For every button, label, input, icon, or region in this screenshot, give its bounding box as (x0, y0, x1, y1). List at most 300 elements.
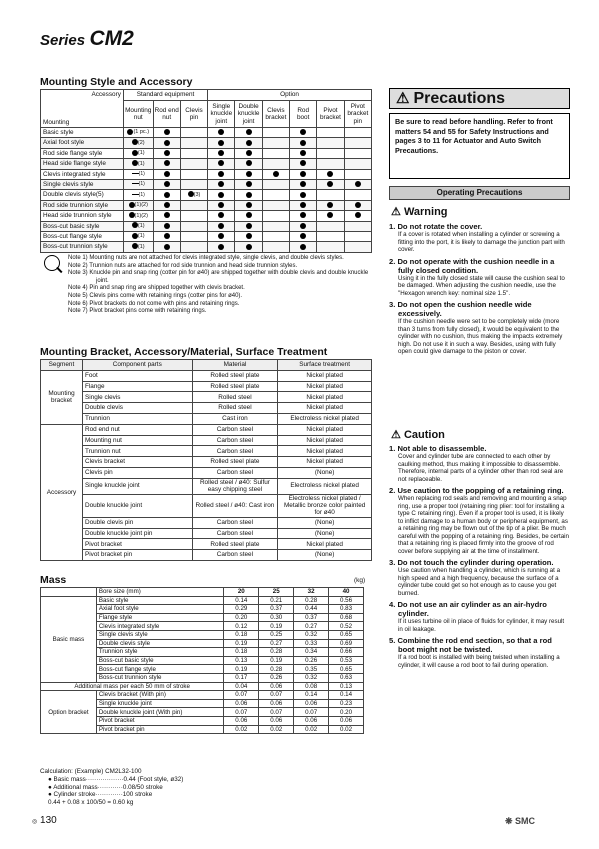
mounting-cell (123, 231, 153, 241)
filled-dot-icon (246, 192, 252, 198)
component-cell: Pivot bracket (82, 539, 192, 550)
material-cell: Carbon steel (192, 424, 278, 435)
precaution-body: If it uses turbine oil in place of fluids for cylinder, it may result in oil leakage. (398, 618, 565, 633)
mounting-notes (60, 255, 370, 316)
column-header: Surface treatment (278, 360, 372, 371)
row-label: Boss-cut basic style (41, 221, 124, 231)
mass-value: 0.14 (224, 596, 259, 605)
row-label: Head side trunnion style (41, 211, 124, 221)
table-row (41, 446, 372, 457)
mounting-cell (262, 200, 289, 210)
corner-cell (41, 90, 124, 128)
column-header: Material (192, 360, 278, 371)
mass-value: 0.27 (294, 622, 329, 631)
column-header: Rod boot (290, 101, 317, 128)
filled-dot-icon (300, 129, 306, 135)
filled-dot-icon (246, 129, 252, 135)
filled-dot-icon (218, 140, 224, 146)
mounting-cell (153, 159, 180, 169)
mounting-cell (180, 148, 207, 158)
precaution-body: If a cover is rotated when installing a cylinder or screwing a fitting into the port, it is likely to damage the junction part with cover. (398, 231, 565, 253)
component-cell: Pivot bracket pin (82, 550, 192, 561)
cell-note: (1) (137, 233, 145, 240)
mounting-cell (208, 179, 235, 189)
mass-value: 0.19 (259, 622, 294, 631)
empty-cell (41, 588, 97, 597)
note-item: Note 3) Knuckle pin and snap ring (cotter pin for ø40) are shipped together with double clevis and double knuckle joint. (68, 270, 369, 284)
surface-cell: Nickel plated (278, 435, 372, 446)
mass-row-label: Pivot bracket (96, 716, 224, 725)
segment-cell: Mounting bracket (41, 370, 83, 424)
mounting-cell (235, 138, 262, 148)
mass-value: 0.06 (294, 699, 329, 708)
component-cell: Clevis pin (82, 467, 192, 478)
mass-segment: Basic mass (41, 596, 97, 682)
magnifier-icon (44, 255, 60, 271)
group-option: Option (208, 90, 372, 101)
precaution-title: 3. Do not open the cushion needle wide excessively. (389, 300, 532, 318)
mounting-cell (262, 231, 289, 241)
filled-dot-icon (355, 212, 361, 218)
filled-dot-icon (300, 244, 306, 250)
component-cell: Single knuckle joint (82, 478, 192, 494)
filled-dot-icon (218, 202, 224, 208)
mounting-cell (208, 231, 235, 241)
surface-cell: (None) (278, 517, 372, 528)
filled-dot-icon (327, 202, 333, 208)
column-header: Pivot bracket pin (344, 101, 371, 128)
mounting-cell (235, 179, 262, 189)
component-cell: Rod end nut (82, 424, 192, 435)
series-label: Series (40, 32, 86, 49)
mass-value: 0.68 (329, 613, 364, 622)
surface-cell: Nickel plated (278, 446, 372, 457)
table-row (41, 550, 372, 561)
mass-value: 0.04 (224, 682, 259, 691)
component-cell: Double knuckle joint pin (82, 528, 192, 539)
row-label: Single clevis style (41, 179, 124, 189)
mounting-cell (180, 128, 207, 138)
mounting-cell (317, 211, 344, 221)
mounting-cell (153, 211, 180, 221)
mounting-cell (262, 190, 289, 200)
filled-dot-icon (164, 140, 170, 146)
mounting-cell (123, 179, 153, 189)
mass-value: 0.19 (224, 639, 259, 648)
bore-header: 25 (259, 588, 294, 597)
mounting-cell (344, 242, 371, 252)
warning-heading: ⚠ Warning (391, 206, 448, 218)
material-cell: Carbon steel (192, 435, 278, 446)
filled-dot-icon (164, 150, 170, 156)
mass-value: 0.06 (259, 716, 294, 725)
mounting-cell (180, 159, 207, 169)
precaution-body: Cover and cylinder tube are connected to each other by caulking method, thus making it impossible to disassemble. Therefore, internal parts of a cylinder other than rod seal are not replaceable. (398, 453, 564, 483)
mounting-cell (208, 138, 235, 148)
mounting-cell (235, 148, 262, 158)
bore-header: 20 (224, 588, 259, 597)
mass-value: 0.14 (329, 691, 364, 700)
filled-dot-icon (164, 181, 170, 187)
material-cell: Rolled steel plate (192, 457, 278, 468)
filled-dot-icon (246, 233, 252, 239)
surface-cell: Nickel plated (278, 457, 372, 468)
material-cell: Carbon steel (192, 550, 278, 561)
mass-calculation (40, 768, 183, 807)
mounting-cell (153, 221, 180, 231)
table-row (41, 370, 372, 381)
filled-dot-icon (164, 223, 170, 229)
filled-dot-icon (355, 181, 361, 187)
table-row (41, 539, 372, 550)
material-cell: Carbon steel (192, 446, 278, 457)
table-row (41, 128, 372, 138)
smc-logo: ❋ SMC (505, 816, 536, 826)
mass-value: 0.26 (259, 673, 294, 682)
segment-cell: Accessory (41, 424, 83, 560)
mounting-cell (262, 179, 289, 189)
mass-value: 0.23 (329, 699, 364, 708)
series-name: CM2 (89, 27, 134, 50)
table-row (41, 190, 372, 200)
mass-value: 0.37 (294, 613, 329, 622)
mass-value: 0.27 (259, 639, 294, 648)
component-cell: Single clevis (82, 392, 192, 403)
mounting-cell (317, 221, 344, 231)
table-row (41, 403, 372, 414)
material-cell: Rolled steel plate (192, 539, 278, 550)
filled-dot-icon (246, 140, 252, 146)
mounting-cell (317, 242, 344, 252)
mass-value: 0.13 (329, 682, 364, 691)
component-cell: Double clevis pin (82, 517, 192, 528)
mounting-cell (208, 128, 235, 138)
mounting-cell (208, 221, 235, 231)
mounting-cell (153, 200, 180, 210)
column-header: Clevis bracket (262, 101, 289, 128)
filled-dot-icon (218, 150, 224, 156)
warning-list (389, 222, 570, 359)
mounting-cell (290, 138, 317, 148)
table-row (41, 392, 372, 403)
mass-value: 0.65 (329, 665, 364, 674)
row-label: Double clevis style(5) (41, 190, 124, 200)
table-row (41, 138, 372, 148)
corner-bottom: Mounting (43, 118, 70, 126)
caution-icon: ⚠ (391, 429, 401, 441)
note-item: Note 4) Pin and snap ring are shipped together with clevis bracket. (68, 285, 245, 292)
mounting-cell (262, 169, 289, 179)
filled-dot-icon (218, 160, 224, 166)
mass-value: 0.02 (294, 725, 329, 734)
corner-top: Accessory (91, 91, 121, 98)
row-label: Boss-cut flange style (41, 231, 124, 241)
table-row (41, 424, 372, 435)
table-row (41, 413, 372, 424)
mounting-cell (262, 159, 289, 169)
column-header: Pivot bracket (317, 101, 344, 128)
mass-row-label: Single clevis style (96, 630, 224, 639)
surface-cell: Nickel plated (278, 424, 372, 435)
mass-value: 0.69 (329, 639, 364, 648)
mass-value: 0.52 (329, 622, 364, 631)
mounting-cell (153, 128, 180, 138)
material-cell: Carbon steel (192, 517, 278, 528)
mounting-cell (235, 211, 262, 221)
mass-value: 0.13 (224, 656, 259, 665)
mass-value: 0.06 (294, 716, 329, 725)
mass-value: 0.06 (224, 716, 259, 725)
filled-dot-icon (246, 202, 252, 208)
filled-dot-icon (300, 192, 306, 198)
surface-cell: (None) (278, 467, 372, 478)
mounting-cell (317, 148, 344, 158)
mounting-cell (344, 148, 371, 158)
mass-unit: (kg) (354, 577, 366, 584)
filled-dot-icon (300, 171, 306, 177)
mounting-cell (235, 190, 262, 200)
cell-note: (2) (137, 139, 145, 146)
mounting-cell (123, 190, 153, 200)
table-row (41, 242, 372, 252)
caution-list (389, 444, 570, 672)
mounting-cell (208, 159, 235, 169)
mounting-cell (180, 231, 207, 241)
precautions-box: Be sure to read before handling. Refer to front matters 54 and 55 for Safety Instructions and pages 3 to 11 for Actuator and Auto Switch Precautions. (389, 113, 570, 179)
mounting-cell (235, 128, 262, 138)
mass-value: 0.12 (224, 622, 259, 631)
mass-value: 0.18 (224, 648, 259, 657)
mounting-cell (344, 190, 371, 200)
mass-value: 0.28 (259, 665, 294, 674)
column-header: Single knuckle joint (208, 101, 235, 128)
mass-value: 0.37 (259, 605, 294, 614)
mounting-table (40, 89, 372, 253)
mounting-cell (153, 242, 180, 252)
mounting-cell (290, 128, 317, 138)
table-row (41, 159, 372, 169)
mounting-cell (290, 231, 317, 241)
component-cell: Clevis bracket (82, 457, 192, 468)
mass-value: 0.19 (259, 656, 294, 665)
mounting-cell (208, 242, 235, 252)
filled-dot-icon (300, 140, 306, 146)
mass-value: 0.35 (294, 665, 329, 674)
mounting-cell (317, 169, 344, 179)
precaution-title: 1. Not able to disassemble. (389, 444, 487, 453)
mass-value: 0.25 (259, 630, 294, 639)
mass-row-label: Trunnion style (96, 648, 224, 657)
mounting-cell (317, 179, 344, 189)
mass-row-label: Boss-cut trunnion style (96, 673, 224, 682)
material-cell: Cast iron (192, 413, 278, 424)
mounting-cell (344, 169, 371, 179)
mounting-cell (235, 200, 262, 210)
note-item: Note 5) Clevis pins come with retaining rings (cotter pins for ø40). (68, 292, 243, 299)
surface-cell: (None) (278, 550, 372, 561)
mounting-cell (153, 179, 180, 189)
filled-dot-icon (246, 212, 252, 218)
cell-note: (1 pc.) (133, 129, 150, 136)
precautions-header: ⚠ Precautions (389, 88, 570, 109)
table-header-row (41, 360, 372, 371)
mass-value: 0.06 (259, 682, 294, 691)
note-item: Note 2) Trunnion nuts are attached for rod side trunnion and head side trunnion styles. (68, 262, 298, 269)
mass-value: 0.83 (329, 605, 364, 614)
mass-value: 0.02 (329, 725, 364, 734)
mass-value: 0.06 (224, 699, 259, 708)
material-cell: Rolled steel (192, 392, 278, 403)
mass-value: 0.26 (294, 656, 329, 665)
warning-triangle-icon: ⚠ (396, 90, 410, 107)
filled-dot-icon (218, 181, 224, 187)
mass-row-label: Boss-cut flange style (96, 665, 224, 674)
table-row (41, 200, 372, 210)
mass-title: Mass (40, 574, 67, 586)
precaution-title: 5. Combine the rod end section, so that a rod boot might not be twisted. (389, 636, 552, 654)
material-table (40, 359, 372, 561)
mass-value: 0.28 (294, 596, 329, 605)
component-cell: Double clevis (82, 403, 192, 414)
mounting-cell (290, 148, 317, 158)
filled-dot-icon (218, 223, 224, 229)
mounting-cell (180, 190, 207, 200)
mass-value: 0.07 (259, 708, 294, 717)
mounting-cell (290, 179, 317, 189)
filled-dot-icon (164, 212, 170, 218)
mass-row-label: Single knuckle joint (96, 699, 224, 708)
mounting-cell (262, 148, 289, 158)
cell-note: (3) (193, 191, 201, 198)
mass-value: 0.18 (224, 630, 259, 639)
mass-table (40, 587, 364, 734)
mass-value: 0.07 (259, 691, 294, 700)
table-row (41, 148, 372, 158)
mounting-cell (208, 169, 235, 179)
table-row (41, 211, 372, 221)
table-row (41, 528, 372, 539)
dash-icon (132, 194, 139, 195)
mounting-cell (123, 211, 153, 221)
mass-row-label: Pivot bracket pin (96, 725, 224, 734)
calc-line: ● Cylinder stroke·············100 stroke (48, 791, 153, 799)
column-header: Double knuckle joint (235, 101, 262, 128)
mass-value: 0.20 (329, 708, 364, 717)
mounting-cell (180, 179, 207, 189)
cell-note: (1) (137, 150, 145, 157)
mounting-cell (235, 242, 262, 252)
material-cell: Rolled steel / ø40: Cast iron (192, 494, 278, 517)
filled-dot-icon (327, 212, 333, 218)
component-cell: Foot (82, 370, 192, 381)
table-row (41, 478, 372, 494)
precaution-title: 2. Use caution to the popping of a retaining ring. (389, 486, 564, 495)
precaution-body: If the cushion needle were set to be completely wide (more than 3 turns from fully closed), it would be equivalent to the cylinder with no cushion, thus making the impacts extremely high. Do not use it in such a way. Besides, using with fully open could give damage to the piston or cover. (398, 318, 563, 355)
mounting-title: Mounting Style and Accessory (40, 76, 193, 88)
component-cell: Flange (82, 381, 192, 392)
mounting-cell (317, 138, 344, 148)
precaution-title: 3. Do not touch the cylinder during operation. (389, 558, 554, 567)
table-row (41, 231, 372, 241)
mounting-cell (290, 159, 317, 169)
mounting-cell (180, 138, 207, 148)
component-cell: Mounting nut (82, 435, 192, 446)
filled-dot-icon (273, 171, 279, 177)
mounting-cell (180, 200, 207, 210)
mounting-cell (208, 148, 235, 158)
filled-dot-icon (164, 233, 170, 239)
operating-precautions-header: Operating Precautions (389, 186, 570, 200)
precaution-title: 4. Do not use an air cylinder as an air-hydro cylinder. (389, 600, 547, 618)
filled-dot-icon (218, 244, 224, 250)
column-header: Segment (41, 360, 83, 371)
mass-value: 0.07 (224, 691, 259, 700)
table-row (41, 179, 372, 189)
mass-value: 0.56 (329, 596, 364, 605)
mass-row-label: Double clevis style (96, 639, 224, 648)
mounting-cell (153, 190, 180, 200)
surface-cell: Electroless nickel plated / Metallic bronze color painted for ø40 (278, 494, 372, 517)
row-label: Rod side flange style (41, 148, 124, 158)
mass-value: 0.65 (329, 630, 364, 639)
warning-icon: ⚠ (391, 206, 401, 218)
surface-cell: Nickel plated (278, 370, 372, 381)
filled-dot-icon (300, 160, 306, 166)
precaution-body: Use caution when handling a cylinder, which is running at a high speed and a high frequency, because the surface of a cylinder tube could get so hot enough as to cause you get burned. (398, 567, 561, 597)
component-cell: Trunnion (82, 413, 192, 424)
filled-dot-icon (246, 171, 252, 177)
mass-value: 0.53 (329, 656, 364, 665)
table-header-row (41, 588, 364, 597)
precaution-title: 2. Do not operate with the cushion needle in a fully closed condition. (389, 256, 555, 275)
filled-dot-icon (246, 150, 252, 156)
filled-dot-icon (300, 223, 306, 229)
mounting-cell (317, 200, 344, 210)
column-header: Clevis pin (180, 101, 207, 128)
mass-value: 0.08 (294, 682, 329, 691)
table-row (41, 494, 372, 517)
mounting-cell (180, 211, 207, 221)
mounting-cell (208, 200, 235, 210)
mounting-cell (344, 221, 371, 231)
mass-value: 0.34 (294, 648, 329, 657)
column-header: Mounting nut (123, 101, 153, 128)
row-label: Rod side trunnion style (41, 200, 124, 210)
mounting-cell (317, 231, 344, 241)
mass-value: 0.14 (294, 691, 329, 700)
mounting-cell (235, 231, 262, 241)
surface-cell: Nickel plated (278, 392, 372, 403)
table-row (41, 457, 372, 468)
table-row (41, 682, 364, 691)
material-cell: Rolled steel / ø40: Sulfur easy chipping steel (192, 478, 278, 494)
calc-line: Calculation: (Example) CM2L32-100 (40, 768, 142, 775)
mounting-cell (123, 242, 153, 252)
column-header: Component parts (82, 360, 192, 371)
mounting-cell (153, 148, 180, 158)
mounting-cell (123, 200, 153, 210)
mounting-cell (344, 179, 371, 189)
mounting-cell (235, 221, 262, 231)
material-cell: Rolled steel (192, 403, 278, 414)
mass-value: 0.30 (259, 613, 294, 622)
caution-heading: ⚠ Caution (391, 429, 445, 441)
row-label: Basic style (41, 128, 124, 138)
mass-value: 0.17 (224, 673, 259, 682)
table-row (41, 381, 372, 392)
calc-line: 0.44 + 0.08 x 100/50 = 0.60 kg (48, 799, 134, 807)
filled-dot-icon (355, 202, 361, 208)
